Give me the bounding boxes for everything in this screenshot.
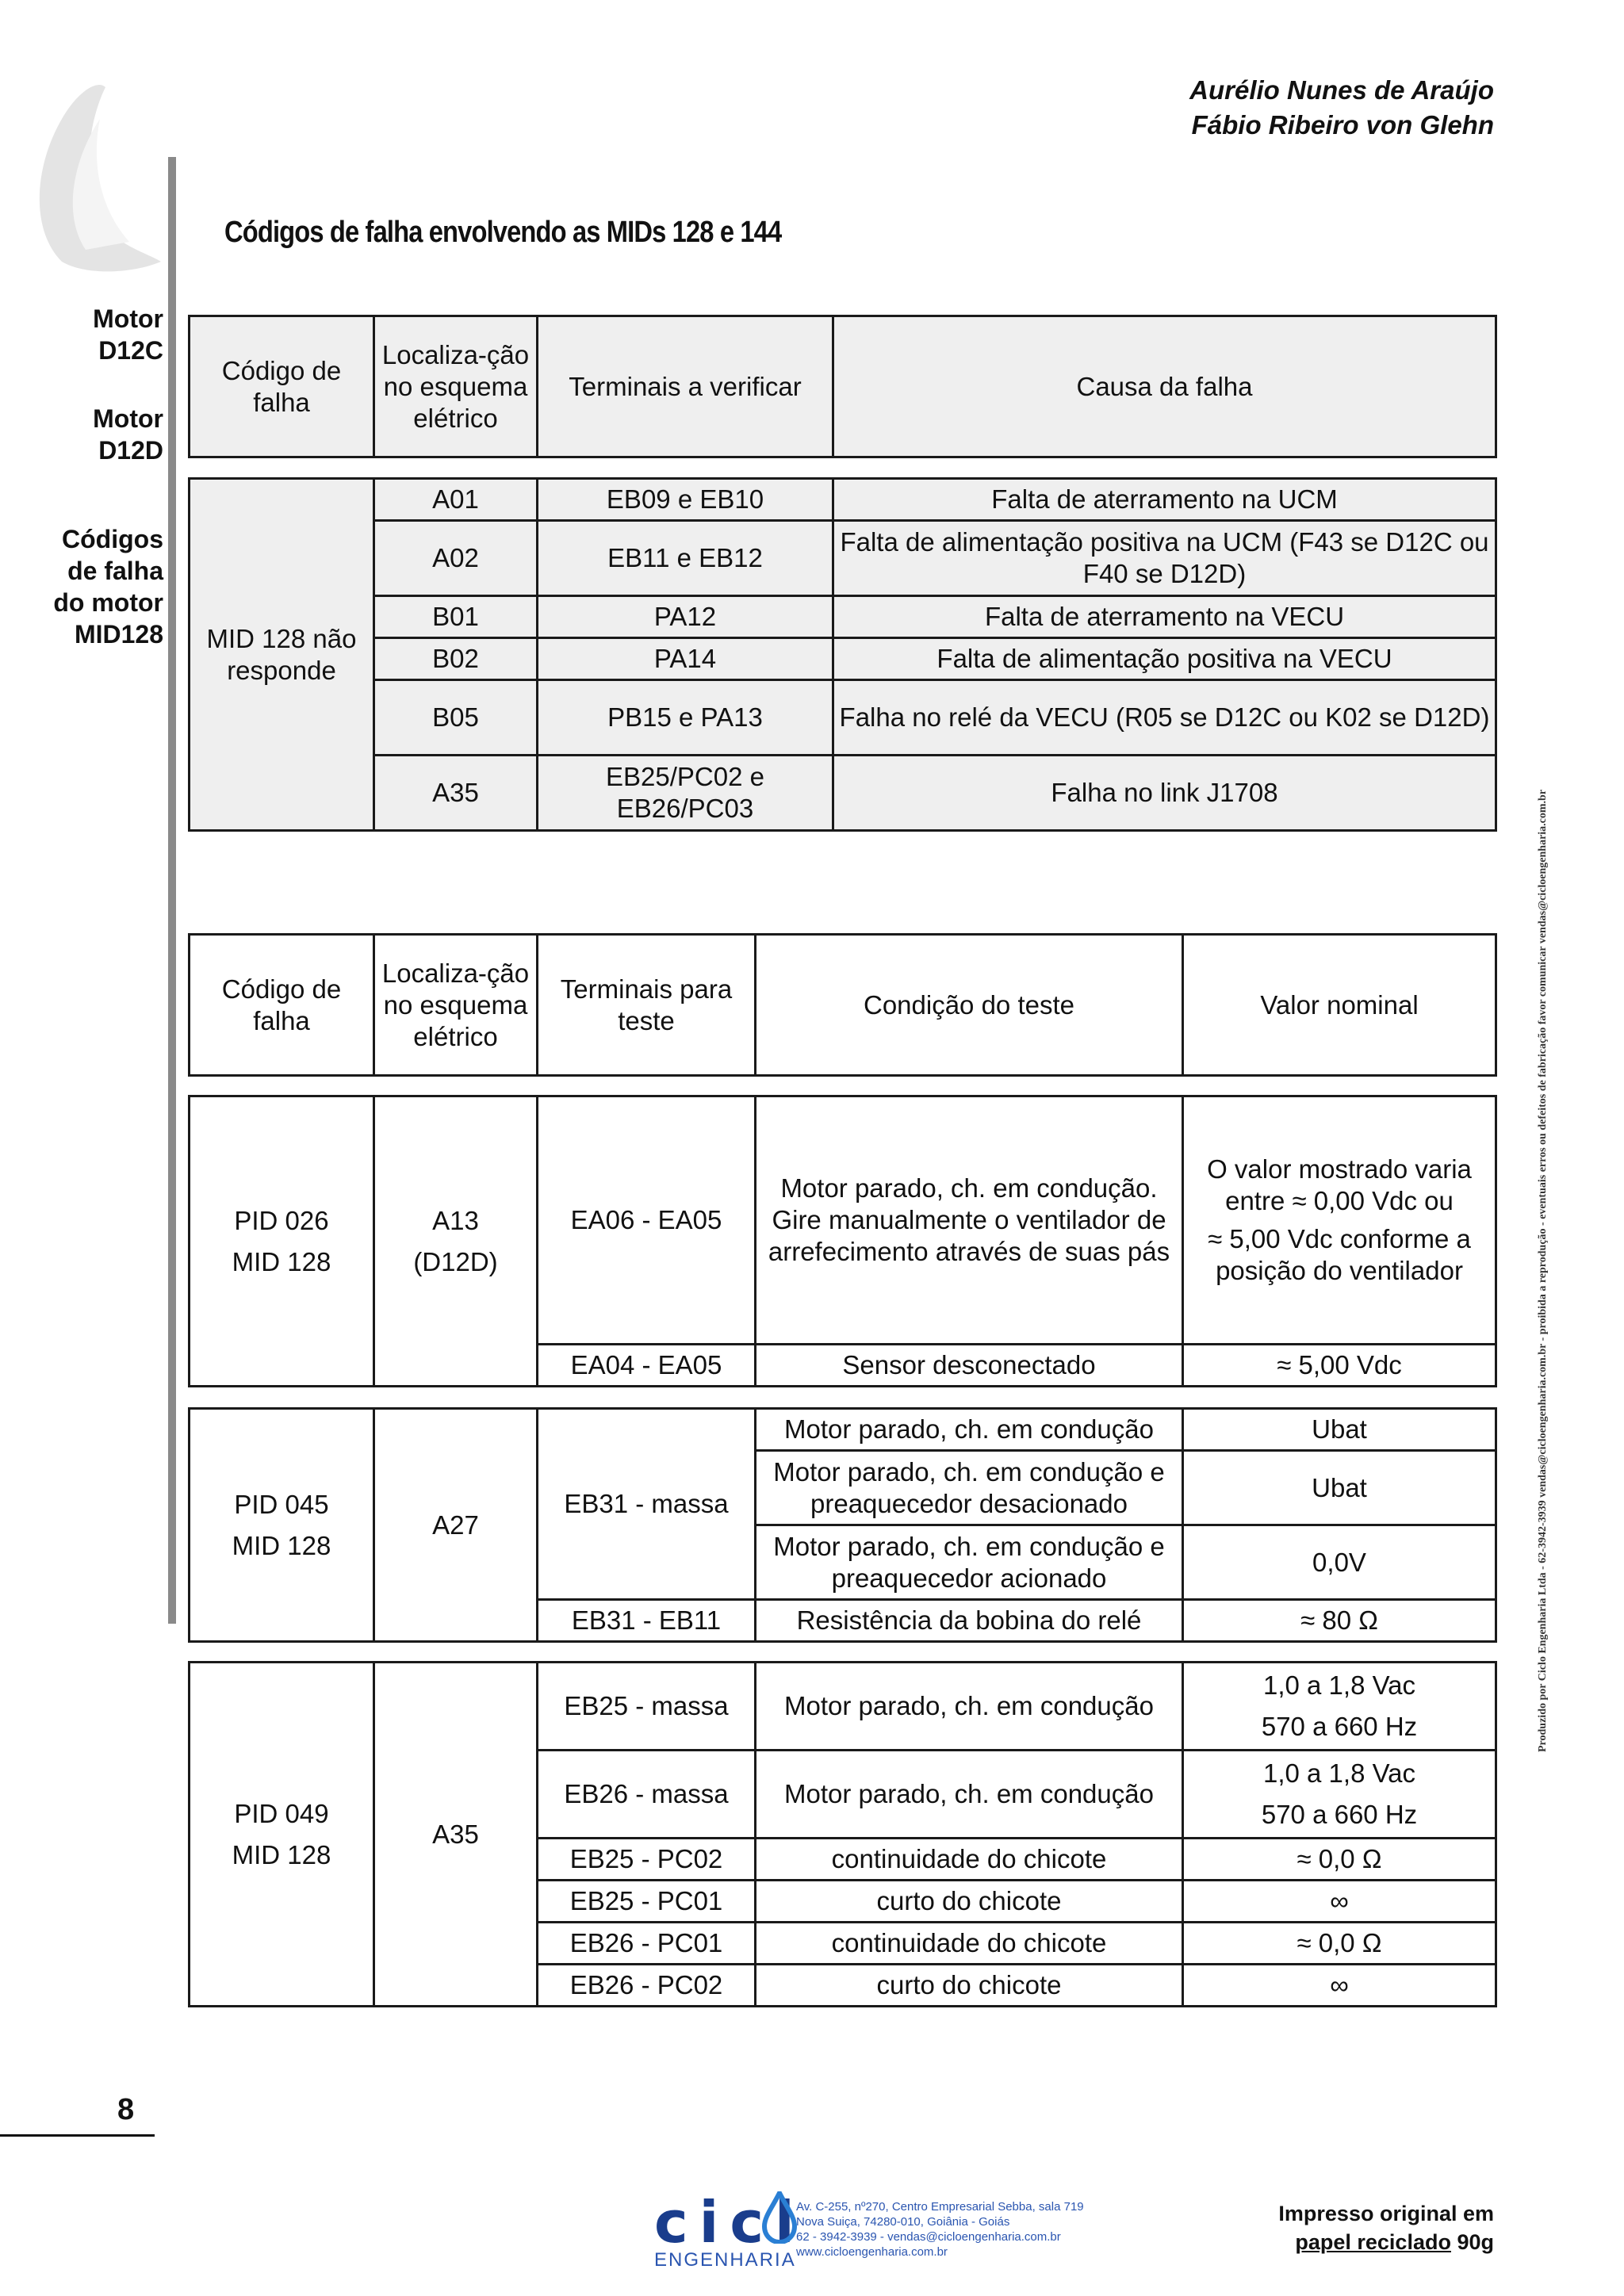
table-cell: ∞ [1183, 1881, 1496, 1923]
page-number: 8 [117, 2093, 135, 2126]
address-line: 62 - 3942-3939 - vendas@cicloengenharia.com.br [796, 2230, 1061, 2244]
pid-code: PID 026 [234, 1205, 329, 1235]
table-cell [1183, 1751, 1496, 1839]
ciclo-logo [654, 2189, 806, 2271]
water-drop-icon [761, 2191, 798, 2244]
table-cell [1183, 1663, 1496, 1751]
table-cell: Motor parado, ch. em condução [756, 1751, 1183, 1839]
header-cell: Valor nominal [1183, 935, 1496, 1076]
mid-code: MID 128 [232, 1839, 331, 1869]
sidebar-fault-codes [0, 523, 163, 650]
fault-code-cell [190, 1409, 374, 1642]
header-cell: Condição do teste [756, 935, 1183, 1076]
table-cell: Sensor desconectado [756, 1345, 1183, 1387]
table-cell: Motor parado, ch. em condução e preaquecedor desacionado [756, 1451, 1183, 1525]
pid026-table [188, 1095, 1497, 1387]
table-cell: Motor parado, ch. em condução [756, 1409, 1183, 1451]
table-cell: B02 [374, 638, 538, 680]
table-cell: EB11 e EB12 [538, 521, 833, 596]
location-cell: A27 [374, 1409, 538, 1642]
table-cell: Ubat [1183, 1451, 1496, 1525]
sidebar-motor-d12d [0, 403, 163, 466]
table-cell: PA14 [538, 638, 833, 680]
address-line: Av. C-255, nº270, Centro Empresarial Sebba, sala 719 [796, 2200, 1084, 2214]
table-cell: Falha no relé da VECU (R05 se D12C ou K02 se D12D) [833, 680, 1496, 756]
mid-code: MID 128 [232, 1246, 331, 1276]
location-cell: A35 [374, 1663, 538, 2007]
sidebar-label: do motor [53, 588, 163, 617]
company-address [796, 2199, 1084, 2260]
sidebar-label: D12D [98, 436, 163, 465]
table-cell: A02 [374, 521, 538, 596]
printed-line [1278, 2228, 1494, 2256]
table-cell: ∞ [1183, 1965, 1496, 2007]
table-cell: EB26 - massa [538, 1751, 756, 1839]
mid-code: MID 128 [232, 1530, 331, 1560]
table-cell: A35 [374, 756, 538, 831]
table-cell: Ubat [1183, 1409, 1496, 1451]
value-text: ≈ 5,00 Vdc conforme a posição do ventilador [1208, 1224, 1471, 1285]
table-cell: curto do chicote [756, 1881, 1183, 1923]
sidebar-label: Motor [93, 404, 163, 433]
table2-header [188, 933, 1497, 1077]
sidebar-label: MID128 [74, 620, 163, 649]
author-block [1189, 73, 1494, 143]
table-cell: Motor parado, ch. em condução [756, 1663, 1183, 1751]
table-cell: PB15 e PA13 [538, 680, 833, 756]
printed-note [1278, 2199, 1494, 2256]
pid045-table [188, 1407, 1497, 1643]
table-row [190, 521, 1496, 596]
sidebar-label: de falha [67, 557, 163, 585]
table-cell: Motor parado, ch. em condução. Gire manualmente o ventilador de arrefecimento através de suas pás [756, 1096, 1183, 1345]
table-cell: A01 [374, 479, 538, 521]
sidebar-label: D12C [98, 336, 163, 365]
decorative-swoosh-icon [30, 71, 169, 277]
pid049-table [188, 1661, 1497, 2007]
table1-header [188, 315, 1497, 458]
table-cell: curto do chicote [756, 1965, 1183, 2007]
table-row [190, 1663, 1496, 1751]
header-cell: Causa da falha [833, 316, 1496, 457]
table-cell: Falta de aterramento na UCM [833, 479, 1496, 521]
table-cell: EB31 - EB11 [538, 1600, 756, 1642]
table-row [190, 1409, 1496, 1451]
brand-subtitle: ENGENHARIA [654, 2249, 796, 2271]
author-name: Aurélio Nunes de Araújo [1189, 75, 1494, 105]
website-link: www.cicloengenharia.com.br [796, 2245, 948, 2259]
table-cell: EB25 - PC02 [538, 1839, 756, 1881]
location-note: (D12D) [413, 1246, 498, 1276]
table-row [190, 680, 1496, 756]
sidebar-label: Códigos [62, 525, 163, 553]
table-cell: Falta de alimentação positiva na UCM (F43 se D12C ou F40 se D12D) [833, 521, 1496, 596]
sidebar-motor-d12c [0, 303, 163, 366]
table-cell: Falha no link J1708 [833, 756, 1496, 831]
author-name: Fábio Ribeiro von Glehn [1191, 110, 1494, 140]
recycled-paper-text: papel reciclado [1295, 2230, 1451, 2254]
paper-weight-text: 90g [1450, 2230, 1494, 2254]
header-cell: Código de falha [190, 935, 374, 1076]
table-cell: EA06 - EA05 [538, 1096, 756, 1345]
table-row [190, 1096, 1496, 1345]
table-cell: Falta de aterramento na VECU [833, 596, 1496, 638]
table-cell: B01 [374, 596, 538, 638]
location-cell [374, 1096, 538, 1387]
table-cell: 0,0V [1183, 1525, 1496, 1600]
sidebar-label: Motor [93, 304, 163, 333]
table-cell: B05 [374, 680, 538, 756]
table1-body [188, 477, 1497, 832]
header-cell: Terminais a verificar [538, 316, 833, 457]
table-cell [1183, 1096, 1496, 1345]
table-cell: Motor parado, ch. em condução e preaquecedor acionado [756, 1525, 1183, 1600]
table-cell: EB25 - massa [538, 1663, 756, 1751]
pid-code: PID 049 [234, 1798, 329, 1828]
pid-code: PID 045 [234, 1489, 329, 1519]
brand-name: cicl [654, 2189, 806, 2256]
value-text: O valor mostrado varia entre ≈ 0,00 Vdc ou [1207, 1154, 1472, 1215]
table-cell: ≈ 5,00 Vdc [1183, 1345, 1496, 1387]
fault-code-cell [190, 1096, 374, 1387]
value-text: 1,0 a 1,8 Vac [1262, 1670, 1416, 1700]
table-cell: ≈ 0,0 Ω [1183, 1839, 1496, 1881]
table-cell: EA04 - EA05 [538, 1345, 756, 1387]
table-cell: ≈ 0,0 Ω [1183, 1923, 1496, 1965]
value-text: 570 a 660 Hz [1261, 1712, 1418, 1741]
printed-line: Impresso original em [1278, 2202, 1494, 2225]
table-cell: Resistência da bobina do relé [756, 1600, 1183, 1642]
page-number-rule [0, 2134, 155, 2137]
table-row [190, 638, 1496, 680]
header-cell: Localiza-ção no esquema elétrico [374, 316, 538, 457]
section-title: Códigos de falha envolvendo as MIDs 128 e 144 [224, 216, 782, 249]
table-cell: EB26 - PC01 [538, 1923, 756, 1965]
table-cell: PA12 [538, 596, 833, 638]
value-text: 570 a 660 Hz [1261, 1800, 1418, 1829]
header-cell: Terminais para teste [538, 935, 756, 1076]
table-cell: EB26 - PC02 [538, 1965, 756, 2007]
table-cell: EB25/PC02 e EB26/PC03 [538, 756, 833, 831]
fault-code-cell [190, 1663, 374, 2007]
address-line: Nova Suiça, 74280-010, Goiânia - Goiás [796, 2215, 1010, 2229]
table-cell: EB31 - massa [538, 1409, 756, 1600]
table-cell: EB25 - PC01 [538, 1881, 756, 1923]
table-row [190, 479, 1496, 521]
copyright-text: Produzido por Ciclo Engenharia Ltda - 62-3942-3939 vendas@cicloengenharia.com.br - proibida a reprodução - eventuais erros ou defeitos de fabricação favor comunicar vendas@cicloengenharia.com.br [1537, 789, 1549, 1752]
header-cell: Código de falha [190, 316, 374, 457]
table-cell: continuidade do chicote [756, 1839, 1183, 1881]
value-text: 1,0 a 1,8 Vac [1262, 1758, 1416, 1788]
fault-group-cell: MID 128 não responde [190, 479, 374, 831]
table-row [190, 756, 1496, 831]
table-row [190, 596, 1496, 638]
header-cell: Localiza-ção no esquema elétrico [374, 935, 538, 1076]
sidebar-divider [168, 157, 176, 1624]
table-cell: continuidade do chicote [756, 1923, 1183, 1965]
table-cell: Falta de alimentação positiva na VECU [833, 638, 1496, 680]
location-code: A13 [432, 1205, 479, 1235]
table-cell: ≈ 80 Ω [1183, 1600, 1496, 1642]
table-cell: EB09 e EB10 [538, 479, 833, 521]
